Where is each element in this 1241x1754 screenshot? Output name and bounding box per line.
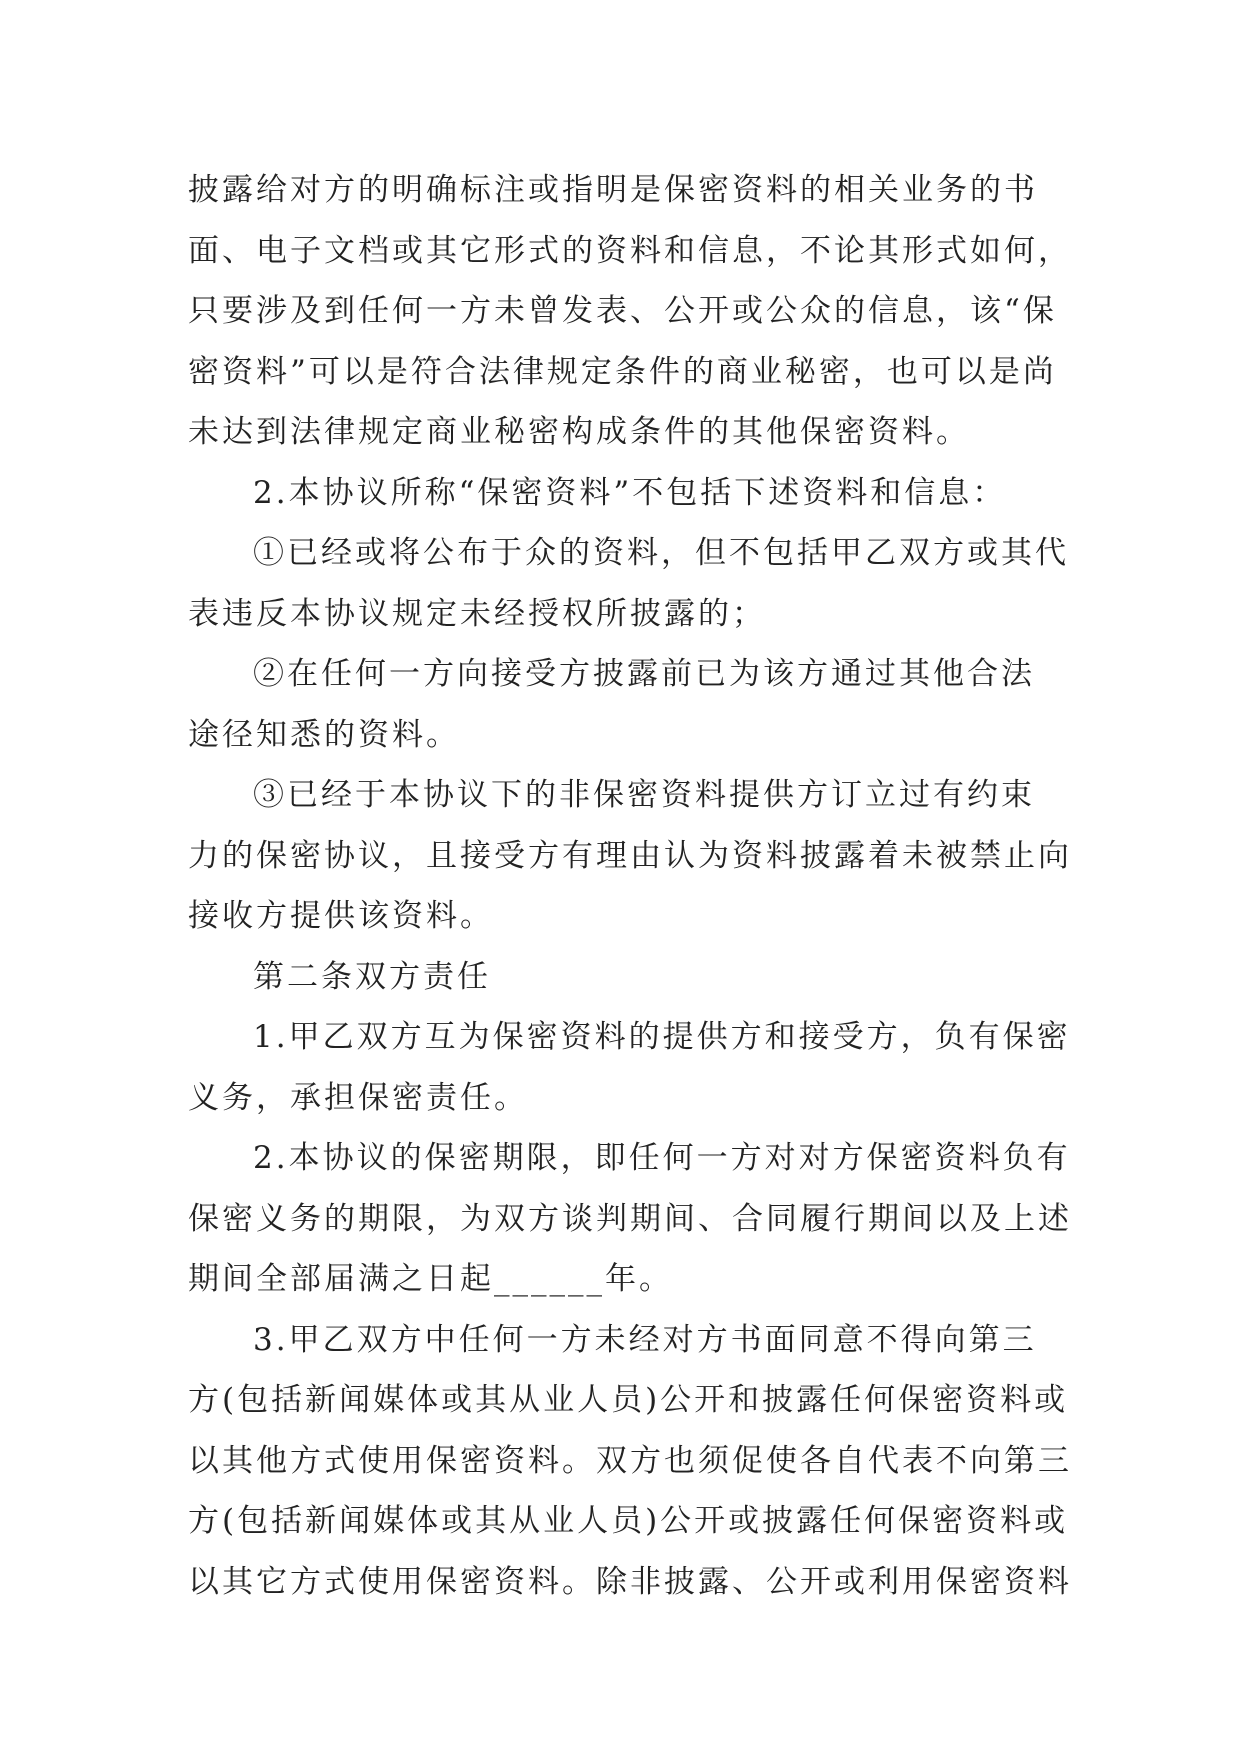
text-line: 方(包括新闻媒体或其从业人员)公开或披露任何保密资料或 — [188, 1503, 1069, 1539]
text-line: 密资料”可以是符合法律规定条件的商业秘密，也可以是尚 — [188, 353, 1057, 390]
text-line: 义务，承担保密责任。 — [188, 1079, 528, 1116]
text-line: 接收方提供该资料。 — [188, 898, 494, 934]
paragraph-first-line: ③已经于本协议下的非保密资料提供方订立过有约束 — [253, 777, 1035, 813]
text-line: 方(包括新闻媒体或其从业人员)公开和披露任何保密资料或 — [188, 1382, 1069, 1418]
section-heading: 第二条双方责任 — [253, 958, 491, 995]
text-line: 以其他方式使用保密资料。双方也须促使各自代表不向第三 — [188, 1442, 1072, 1479]
text-line: 披露给对方的明确标注或指明是保密资料的相关业务的书 — [188, 172, 1038, 208]
text-line: 期间全部届满之日起______年。 — [188, 1261, 673, 1297]
text-line: 以其它方式使用保密资料。除非披露、公开或利用保密资料 — [188, 1563, 1072, 1600]
text-line: 途径知悉的资料。 — [188, 716, 460, 753]
text-line: 表违反本协议规定未经授权所披露的； — [188, 595, 766, 632]
paragraph-first-line: 3.甲乙双方中任何一方未经对方书面同意不得向第三 — [253, 1321, 1037, 1358]
paragraph-first-line: 2.本协议所称“保密资料”不包括下述资料和信息： — [253, 474, 1007, 511]
text-line: 保密义务的期限，为双方谈判期间、合同履行期间以及上述 — [188, 1200, 1072, 1237]
text-line: 力的保密协议，且接受方有理由认为资料披露着未被禁止向 — [188, 837, 1072, 874]
paragraph-first-line: ②在任何一方向接受方披露前已为该方通过其他合法 — [253, 656, 1035, 692]
document-body — [188, 160, 1072, 1612]
text-line: 未达到法律规定商业秘密构成条件的其他保密资料。 — [188, 414, 970, 450]
paragraph-first-line: 2.本协议的保密期限，即任何一方对对方保密资料负有 — [253, 1140, 1071, 1176]
paragraph-first-line: 1.甲乙双方互为保密资料的提供方和接受方，负有保密 — [253, 1019, 1071, 1055]
text-line: 面、电子文档或其它形式的资料和信息，不论其形式如何， — [188, 232, 1072, 269]
paragraph-first-line: ①已经或将公布于众的资料，但不包括甲乙双方或其代 — [253, 535, 1069, 571]
text-line: 只要涉及到任何一方未曾发表、公开或公众的信息，该“保 — [188, 293, 1057, 329]
